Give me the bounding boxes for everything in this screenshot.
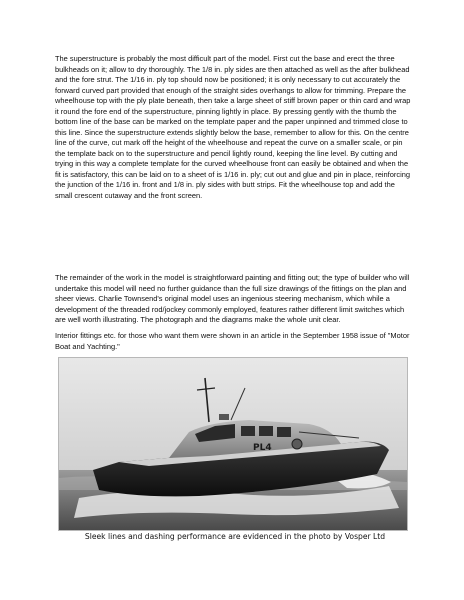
cabin-window-2 [259, 426, 273, 436]
cabin-window-1 [241, 426, 255, 436]
body-paragraph-fitting-out: The remainder of the work in the model is straightforward painting and fitting out; the type of builder who will undertake this model will need no further guidance than the full size drawings of the fittings on the plan and sheer views. Charlie Townsend's original model uses an ingenious steering mechanism, which while a development of the threaded rod/jockey commonly employed, features rather different limit switches which are well worth illustrating. The photograph and the diagrams make the whole unit clear. [55, 273, 410, 324]
photo-caption: Sleek lines and dashing performance are evidenced in the photo by Vosper Ltd [84, 532, 386, 541]
body-paragraph-interior-fittings: Interior fittings etc. for those who want them were shown in an article in the September 1958 issue of "Motor Boat and Yachting." [55, 331, 410, 351]
body-paragraph-superstructure: The superstructure is probably the most difficult part of the model. First cut the base and erect the three bulkheads on it; allow to dry thoroughly. The 1/8 in. ply sides are then attached as well as the after bulkhead and the fore strut. The 1/16 in. ply top should now be positioned; it is only necessary to cut accurately the forward curved part provided that enough of the straight sides overhangs to allow for trimming. Prepare the wheelhouse top with the ply plate beneath, then take a large sheet of stiff brown paper or thin card and wrap it round the fore end of the superstructure, pinning lightly in place. By pressing gently with the thumb the bottom line of the base can be marked on the template paper and the paper unpinned and trimmed close to this line. Since the superstructure extends slightly below the base, remember to allow for this. On the centre line of the curve, cut mark off the height of the wheelhouse and repeat the curve on a smaller scale, or pin the template back on to the superstructure and pencil lightly round, keeping the line level. By cutting and trying in this way a complete template for the curved wheelhouse front can easily be obtained and when the fit is satisfactory, this can be laid on to a sheet of is 1/16 in. ply; cut out and glue and pin in place, reinforcing the junction of the 1/16 in. front and 1/8 in. ply sides with butt strips. Fit the wheelhouse top and add the small crescent cutaway and the front screen. [55, 54, 411, 200]
cabin-window-3 [277, 427, 291, 437]
boat-photo [58, 357, 408, 531]
hull-roundel [292, 439, 302, 449]
searchlight [219, 414, 229, 420]
hull-marking: PL4 [253, 443, 272, 453]
boat-illustration [59, 358, 407, 530]
